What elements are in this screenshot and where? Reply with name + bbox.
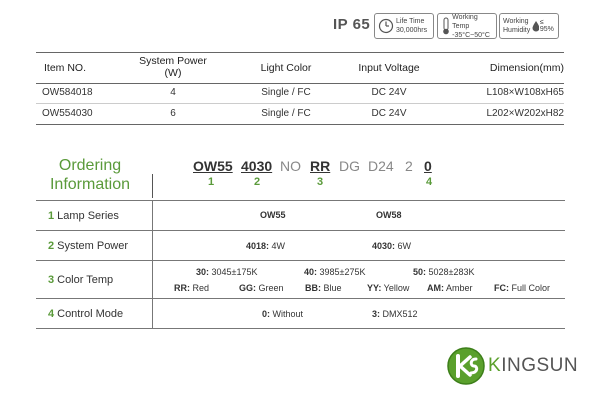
dimension: L108×W108xH65 <box>486 87 564 98</box>
code-lamp-series: OW55 <box>193 158 233 174</box>
row-label: Color Temp <box>57 274 114 286</box>
code-part-no: NO <box>280 158 301 174</box>
option-ct-40: 40: 3985±275K <box>304 267 366 277</box>
item-no: OW584018 <box>42 87 93 98</box>
header-item-no: Item NO. <box>44 62 87 74</box>
code-num-3: 3 <box>317 176 324 188</box>
working-temp-value: -35°C~50°C <box>452 31 490 39</box>
option-ct-50: 50: 5028±283K <box>413 267 475 277</box>
system-power: 6 <box>170 108 176 119</box>
kingsun-wordmark: KINGSUN <box>488 355 579 376</box>
humidity-badge <box>499 13 559 39</box>
code-part-dg: DG <box>339 158 360 174</box>
ordering-row-lamp-series <box>36 200 565 231</box>
option-ct-30: 30: 3045±175K <box>196 267 258 277</box>
row-label: Lamp Series <box>57 210 119 222</box>
header-system-power-unit: (W) <box>164 67 182 79</box>
option-4030: 4030: 6W <box>372 241 412 251</box>
spec-table-header <box>36 52 564 84</box>
input-voltage: DC 24V <box>371 108 407 119</box>
ordering-title <box>38 156 142 194</box>
table-row <box>36 104 564 125</box>
input-voltage: DC 24V <box>371 87 407 98</box>
ordering-title-line2: Information <box>49 176 131 193</box>
light-color: Single / FC <box>261 108 311 119</box>
light-color: Single / FC <box>261 87 311 98</box>
humidity-label-2: Humidity <box>503 27 531 34</box>
lifetime-value: 30,000hrs <box>396 27 428 34</box>
option-bb: BB: Blue <box>305 283 342 293</box>
option-4018: 4018: 4W <box>246 241 286 251</box>
ordering-row-color-temp <box>36 260 565 299</box>
header-dimension: Dimension(mm) <box>489 62 564 74</box>
row-number: 2 <box>48 240 55 252</box>
lifetime-badge <box>374 13 434 39</box>
option-ow55: OW55 <box>260 210 286 220</box>
divider <box>152 174 153 198</box>
kingsun-logo <box>446 346 578 386</box>
system-power: 4 <box>170 87 176 98</box>
working-temp-label: Working Temp <box>452 13 478 30</box>
lifetime-label: Life Time <box>396 18 425 25</box>
dimension: L202×W202xH82 <box>486 108 564 119</box>
code-part-2: 2 <box>405 158 413 174</box>
table-row <box>36 83 564 104</box>
row-label: Control Mode <box>57 308 124 320</box>
code-control-mode: 0 <box>424 158 432 174</box>
row-number: 1 <box>48 210 55 222</box>
code-system-power: 4030 <box>241 158 273 174</box>
option-gg: GG: Green <box>239 283 284 293</box>
ip-rating: IP 65 <box>333 16 371 33</box>
humidity-value: ≤ 95% <box>539 19 554 33</box>
row-number: 4 <box>48 308 55 320</box>
thermometer-icon <box>441 17 450 35</box>
clock-icon <box>378 18 394 34</box>
code-num-2: 2 <box>254 176 261 188</box>
working-temp-badge <box>437 13 497 39</box>
code-color-temp: RR <box>310 158 331 174</box>
ordering-title-line1: Ordering <box>58 157 122 174</box>
kingsun-logo-mark <box>446 346 486 386</box>
option-fc: FC: Full Color <box>494 283 551 293</box>
code-num-1: 1 <box>208 176 215 188</box>
row-number: 3 <box>48 274 55 286</box>
row-label: System Power <box>57 240 129 252</box>
option-control-0: 0: Without <box>262 309 304 319</box>
option-yy: YY: Yellow <box>367 283 410 293</box>
header-input-voltage: Input Voltage <box>358 62 420 74</box>
droplet-icon <box>531 20 539 32</box>
table-bottom-border <box>36 328 565 329</box>
humidity-label-1: Working <box>503 18 529 25</box>
header-light-color: Light Color <box>260 62 312 74</box>
ordering-row-control-mode <box>36 298 565 329</box>
item-no: OW554030 <box>42 108 93 119</box>
option-rr: RR: Red <box>174 283 210 293</box>
option-am: AM: Amber <box>427 283 473 293</box>
option-ow58: OW58 <box>376 210 402 220</box>
code-num-4: 4 <box>426 176 433 188</box>
ordering-table <box>36 200 565 328</box>
code-part-d24: D24 <box>368 158 394 174</box>
header-system-power: System Power <box>139 55 207 67</box>
option-control-3: 3: DMX512 <box>372 309 418 319</box>
ordering-row-system-power <box>36 230 565 261</box>
